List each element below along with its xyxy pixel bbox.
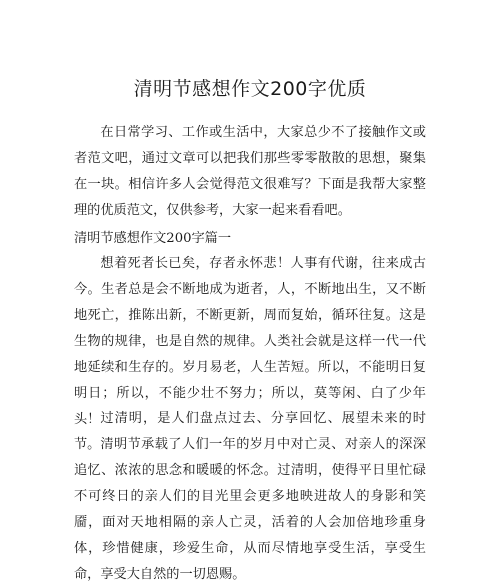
body-paragraph: 清明节承载了人们一年的岁月中对亡灵、对亲人的深深追忆、浓浓的思念和暖暖的怀念。过清明，使得平日里忙碌不可终日的亲人们的目光里会更多地映进故人的身影和笑靥，面对天地相隔的亲人亡灵，活着的人会加倍地珍重身体，珍惜健康，珍爱生命，从而尽情地享受生活，享受生命，享受大自然的一切恩赐。 [74,437,426,582]
body-paragraph: 想着死者长已矣，存者永怀悲！人事有代谢，往来成古今。生者总是会不断地成为逝者，人，不断地出生，又不断地死亡，推陈出新，不断更新，周而复始，循环往复。这是生物的规律，也是自然的规律。人类社会就是这样一代一代地延续和生存的。岁月易老，人生苦短。所以，不能明日复明日；所以，不能少壮不努力；所以，莫等闲、白了少年头！ [74,256,426,427]
document-title: 清明节感想作文200字优质 [133,78,367,100]
intro-paragraph: 在日常学习、工作或生活中，大家总少不了接触作文或者范文吧，通过文章可以把我们那些零零散散的思想，聚集在一块。相信许多人会觉得范文很难写？下面是我帮大家整理的优质范文，仅供参考，大家一起来看看吧。 [74,125,426,218]
intro-block [74,120,426,224]
body-paragraph: 过清明，是人们盘点过去、分享回忆、展望未来的时节。 [74,411,426,452]
section-heading-block [74,226,426,252]
section-heading: 清明节感想作文200字篇一 [74,231,232,246]
